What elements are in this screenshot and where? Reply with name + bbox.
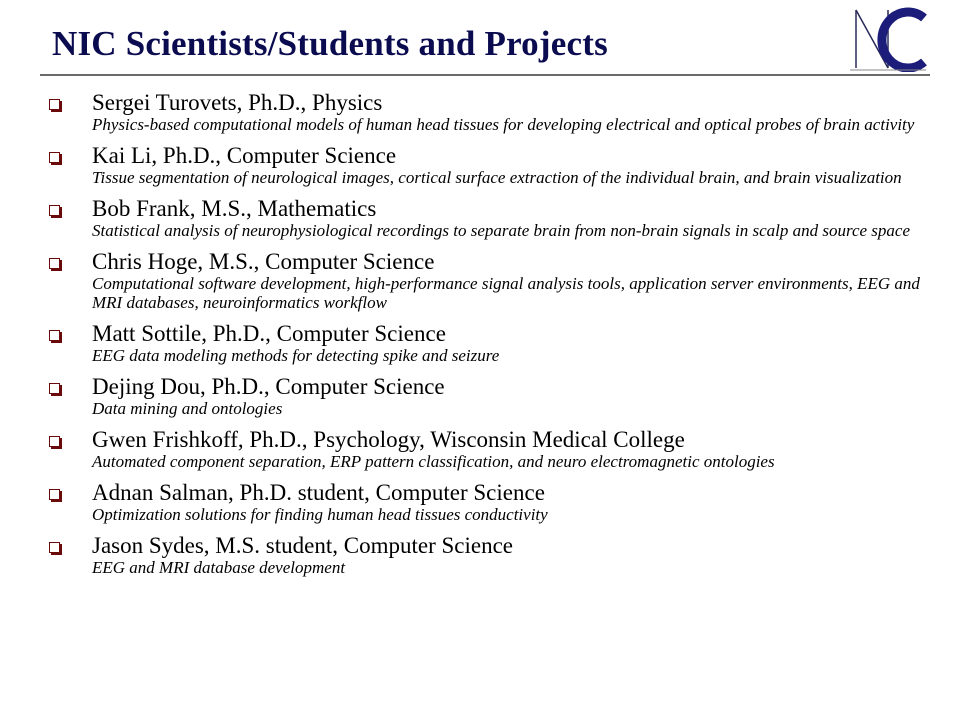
list-item — [48, 249, 953, 312]
square-bullet-icon — [49, 205, 60, 216]
project-description: Automated component separation, ERP pattern classification, and neuro electromagnetic ontologies — [92, 452, 775, 471]
list-item — [48, 480, 953, 524]
person-name: Chris Hoge, M.S., Computer Science — [92, 249, 435, 274]
square-bullet-icon — [49, 330, 60, 341]
project-description: Tissue segmentation of neurological images, cortical surface extraction of the individual brain, and brain visualization — [92, 168, 902, 187]
list-item — [48, 374, 953, 418]
person-name: Bob Frank, M.S., Mathematics — [92, 196, 377, 221]
square-bullet-icon — [49, 436, 60, 447]
list-item — [48, 196, 953, 240]
person-name: Adnan Salman, Ph.D. student, Computer Science — [92, 480, 545, 505]
person-name: Sergei Turovets, Ph.D., Physics — [92, 90, 383, 115]
project-description: EEG and MRI database development — [92, 558, 346, 577]
list-item — [48, 533, 953, 577]
title-divider — [40, 74, 930, 76]
list-item — [48, 321, 953, 365]
list-item — [48, 427, 953, 471]
square-bullet-icon — [49, 383, 60, 394]
project-description: Optimization solutions for finding human head tissues conductivity — [92, 505, 548, 524]
square-bullet-icon — [49, 152, 60, 163]
person-name: Dejing Dou, Ph.D., Computer Science — [92, 374, 445, 399]
square-bullet-icon — [49, 489, 60, 500]
person-name: Gwen Frishkoff, Ph.D., Psychology, Wisconsin Medical College — [92, 427, 685, 452]
list-item — [48, 90, 953, 134]
square-bullet-icon — [49, 542, 60, 553]
list-item — [48, 143, 953, 187]
square-bullet-icon — [49, 258, 60, 269]
person-name: Kai Li, Ph.D., Computer Science — [92, 143, 397, 168]
person-name: Matt Sottile, Ph.D., Computer Science — [92, 321, 446, 346]
person-name: Jason Sydes, M.S. student, Computer Science — [92, 533, 513, 558]
slide-title: NIC Scientists/Students and Projects — [52, 24, 608, 63]
project-description: Physics-based computational models of human head tissues for developing electrical and optical probes of brain activity — [92, 115, 915, 134]
project-description: EEG data modeling methods for detecting spike and seizure — [92, 346, 500, 365]
project-description: Statistical analysis of neurophysiological recordings to separate brain from non-brain signals in scalp and source space — [92, 221, 911, 240]
square-bullet-icon — [49, 99, 60, 110]
people-list — [48, 90, 953, 577]
project-description: Data mining and ontologies — [92, 399, 283, 418]
project-description: Computational software development, high-performance signal analysis tools, application server environments, EEG and MRI databases, neuroinformatics workflow — [92, 274, 920, 312]
nic-logo — [848, 6, 928, 72]
